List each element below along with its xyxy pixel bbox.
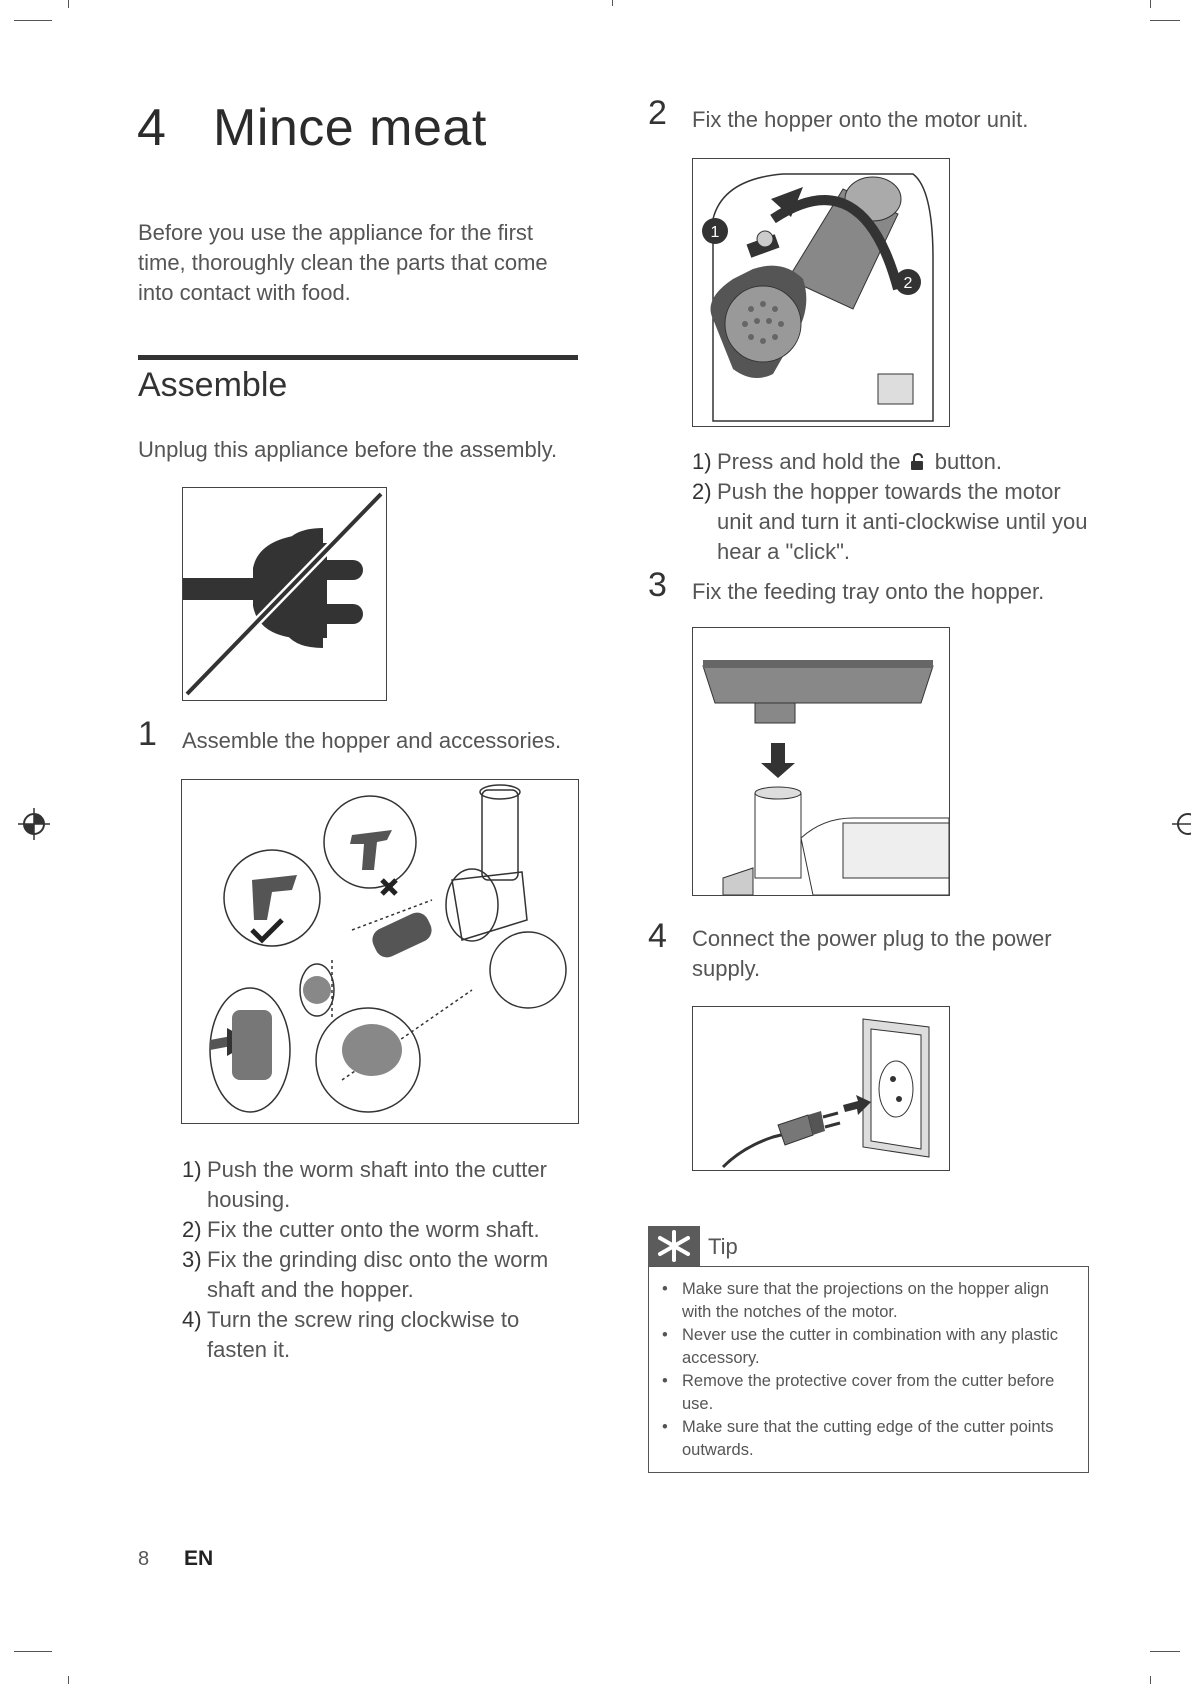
language-code: EN (184, 1547, 214, 1570)
assembly-figure (181, 779, 579, 1124)
power-plug-figure (692, 1006, 950, 1171)
feeding-tray-figure (692, 627, 950, 896)
list-item (182, 1215, 582, 1245)
step-1-number: 1 (138, 715, 157, 753)
list-item-text: Fix the grinding disc onto the worm shaft and the hopper. (207, 1247, 549, 1302)
list-item-number: 1) (692, 449, 712, 474)
crop-mark (1150, 20, 1180, 21)
crop-mark (1150, 1651, 1180, 1652)
hopper-motor-figure (692, 158, 950, 427)
list-item-text: Turn the screw ring clockwise to fasten it. (207, 1307, 520, 1362)
tip-item: • Make sure that the projections on the hopper align with the notches of the motor. (660, 1278, 1070, 1324)
crop-mark (68, 1676, 69, 1684)
crop-mark (1150, 1676, 1151, 1684)
list-item-text: Fix the cutter onto the worm shaft. (207, 1217, 540, 1242)
tip-item: • Make sure that the cutting edge of the cutter points outwards. (660, 1416, 1070, 1462)
step-1-text: Assemble the hopper and accessories. (182, 728, 562, 753)
crop-mark (14, 20, 52, 21)
chapter-number: 4 (137, 99, 167, 157)
list-item-text: button. (934, 449, 1002, 474)
registration-mark-icon (18, 808, 50, 840)
list-item-text: Push the hopper towards the motor unit and turn it anti-clockwise until you hear a "click". (717, 479, 1088, 564)
list-item-number: 1) (182, 1157, 202, 1182)
chapter-title (137, 98, 487, 158)
feeding-tray-illustration (693, 628, 949, 895)
crop-mark (14, 1651, 52, 1652)
callout-2: 2 (903, 275, 913, 292)
registration-mark-icon (1172, 808, 1191, 840)
tip-label: Tip (708, 1234, 738, 1259)
crop-mark (1150, 0, 1151, 8)
chapter-title-text: Mince meat (213, 99, 487, 157)
plug-crossed-icon (183, 488, 386, 700)
tip-list (660, 1278, 1070, 1462)
list-item-text: Press and hold the (717, 449, 901, 474)
list-item-number: 3) (182, 1247, 202, 1272)
step-2-substeps (692, 447, 1092, 567)
list-item-number: 2) (692, 479, 712, 504)
hopper-motor-illustration (693, 159, 949, 426)
tip-item: • Remove the protective cover from the cutter before use. (660, 1370, 1070, 1416)
intro-text: Before you use the appliance for the first time, thoroughly clean the parts that come into contact with food. (138, 220, 548, 305)
tip-item: • Never use the cutter in combination with any plastic accessory. (660, 1324, 1070, 1370)
list-item (692, 447, 1092, 477)
step-4-text: Connect the power plug to the power supply. (692, 926, 1052, 981)
step-3-text: Fix the feeding tray onto the hopper. (692, 579, 1045, 604)
page-number: 8 (138, 1548, 150, 1570)
list-item-number: 2) (182, 1217, 202, 1242)
callout-1: 1 (710, 224, 720, 241)
hopper-assembly-illustration (182, 780, 578, 1123)
step-2-number: 2 (648, 94, 667, 132)
step-1-substeps (182, 1155, 582, 1365)
list-item (182, 1245, 582, 1305)
step-3-number: 3 (648, 566, 667, 604)
unplug-notice: Unplug this appliance before the assembly. (138, 437, 558, 462)
section-rule (138, 355, 578, 360)
tip-asterisk-icon (648, 1226, 700, 1266)
power-socket-illustration (693, 1007, 949, 1170)
unplug-figure (182, 487, 387, 701)
list-item (182, 1155, 582, 1215)
step-2-text: Fix the hopper onto the motor unit. (692, 107, 1029, 132)
list-item-number: 4) (182, 1307, 202, 1332)
list-item (692, 477, 1092, 567)
step-4-number: 4 (648, 917, 667, 955)
unlock-icon (909, 453, 927, 471)
crop-mark (68, 0, 69, 8)
list-item (182, 1305, 582, 1365)
list-item-text: Push the worm shaft into the cutter housing. (207, 1157, 547, 1212)
crop-mark (612, 0, 613, 6)
section-title: Assemble (138, 366, 288, 404)
